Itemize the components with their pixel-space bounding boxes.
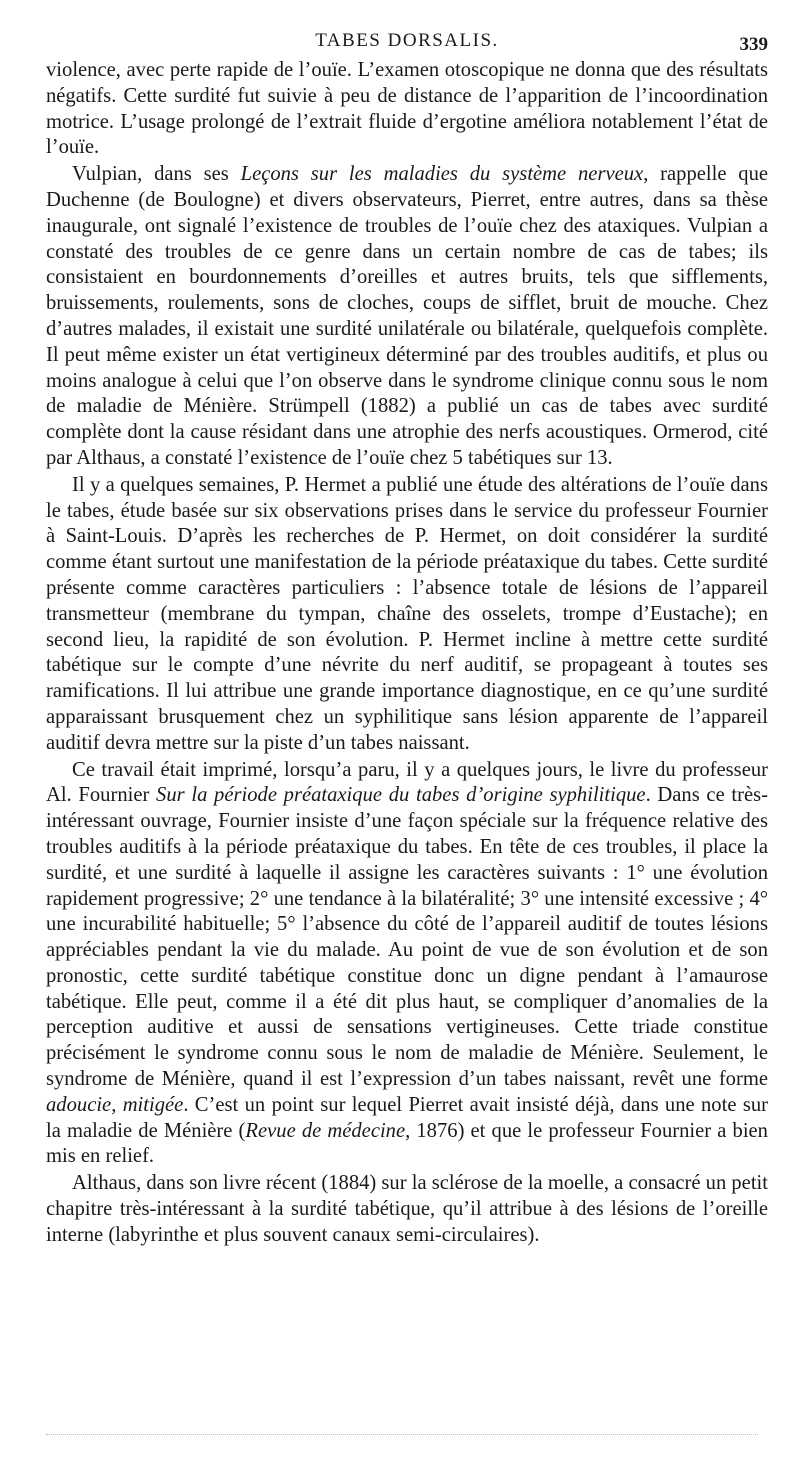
text-run: violence, avec perte rapide de l’ouïe. L’examen otoscopique ne donna que des résultats négatifs. Cette surdité fut suivie à peu de distance de l’apparition de l’incoordination motrice. L’usage prolongé de l’extrait fluide d’ergotine améliora notablement l’état de l’ouïe.	[46, 59, 768, 159]
paragraph-hermet	[46, 473, 768, 757]
text-run: Althaus, dans son livre récent (1884) sur la sclérose de la moelle, a consacré un petit chapitre très-intéressant à la surdité tabétique, qu’il attribue à des lésions de l’oreille interne (labyrinthe et plus souvent canaux semi-circulaires).	[46, 1172, 768, 1246]
text-run: Il y a quelques semaines, P. Hermet a publié une étude des altérations de l’ouïe dans le tabes, étude basée sur six observations prises dans le service du professeur Fournier à Saint-Louis. D’après les recherches de P. Hermet, on doit considérer la surdité comme étant surtout une manifestation de la période préataxique du tabes. Cette surdité présente comme caractères particuliers : l’absence totale de lésions de l’appareil transmetteur (membrane du tympan, chaîne des osselets, trompe d’Eustache); en second lieu, la rapidité de son évolution. P. Hermet incline à mettre cette surdité tabétique sur le compte d’une névrite du nerf auditif, se propageant à toutes ses ramifications. Il lui attribue une grande importance diagnostique, en ce qu’une surdité apparaissant brusquement chez un syphilitique sans lésion apparente de l’appareil auditif devra mettre sur la piste d’un tabes naissant.	[46, 473, 768, 754]
book-page	[46, 28, 768, 1249]
text-run: . C’est un point sur lequel Pierret avait insisté déjà, dans une note sur la maladie de Ménière (	[46, 1093, 768, 1142]
italic-text: Sur la période préataxique du tabes d’origine syphilitique	[156, 784, 646, 807]
paragraph-fournier	[46, 758, 768, 1171]
text-run: , rappelle que Duchenne (de Boulogne) et divers observateurs, Pierret, entre autres, dans sa thèse inaugurale, ont signalé l’existence de troubles de l’ouïe chez des ataxiques. Vulpian a constaté des troubles de ce genre dans un certain nombre de cas de tabes; ils consistaient en bourdonnements d’oreilles et autres bruits, tels que sifflements, bruissements, roulements, sons de cloches, coups de sifflet, bruit de mouche. Chez d’autres malades, il existait une surdité unilatérale ou bilatérale, quelquefois complète. Il peut même exister un état vertigineux déterminé par des troubles auditifs, et plus ou moins analogue à celui que l’on observe dans le syndrome clinique connu sous le nom de maladie de Ménière. Strümpell (1882) a publié un cas de tabes avec surdité complète dont la cause résidant dans une atrophie des nerfs acoustiques. Ormerod, cité par Althaus, a constaté l’existence de l’ouïe chez 5 tabétiques sur 13.	[46, 163, 769, 469]
italic-text: adoucie, mitigée	[46, 1093, 184, 1116]
running-title: TABES DORSALIS.	[315, 30, 499, 51]
text-run: . Dans ce très-intéressant ouvrage, Fournier insiste d’une façon spéciale sur la fréquence relative des troubles auditifs à la période préataxique du tabes. En tête de ces troubles, il place la surdité, et une surdité à laquelle il assigne les caractères suivants : 1° une évolution rapidement progressive; 2° une tendance à la bilatéralité; 3° une intensité excessive ; 4° une incurabilité habituelle; 5° l’absence du côté de l’appareil auditif de toutes lésions appréciables pendant la vie du malade. Au point de vue de son évolution et de son pronostic, cette surdité tabétique constitue donc un digne pendant à l’amaurose tabétique. Elle peut, comme il a été dit plus haut, se compliquer d’anomalies de la perception auditive et aussi de sensations vertigineuses. Cette triade constitue précisément le syndrome connu sous le nom de maladie de Ménière. Seulement, le syndrome de Ménière, quand il est l’expression d’un tabes naissant, revêt une forme	[46, 784, 768, 1091]
text-run: Vulpian, dans ses	[72, 163, 241, 186]
paragraph-althaus	[46, 1171, 768, 1248]
page-header	[46, 28, 768, 58]
page-number: 339	[739, 34, 768, 55]
paragraph-continuation	[46, 58, 768, 161]
text-run: , 1876) et que le professeur Fournier a bien mis en relief.	[46, 1119, 768, 1168]
footer-rule	[46, 1434, 758, 1435]
italic-text: Leçons sur les maladies du système nerveux	[240, 163, 644, 186]
body-text	[46, 58, 768, 1249]
italic-text: Revue de médecine	[245, 1119, 406, 1142]
paragraph-vulpian	[46, 162, 768, 472]
text-run: Ce travail était imprimé, lorsqu’a paru, il y a quelques jours, le livre du professeur Al. Fournier	[46, 758, 768, 807]
